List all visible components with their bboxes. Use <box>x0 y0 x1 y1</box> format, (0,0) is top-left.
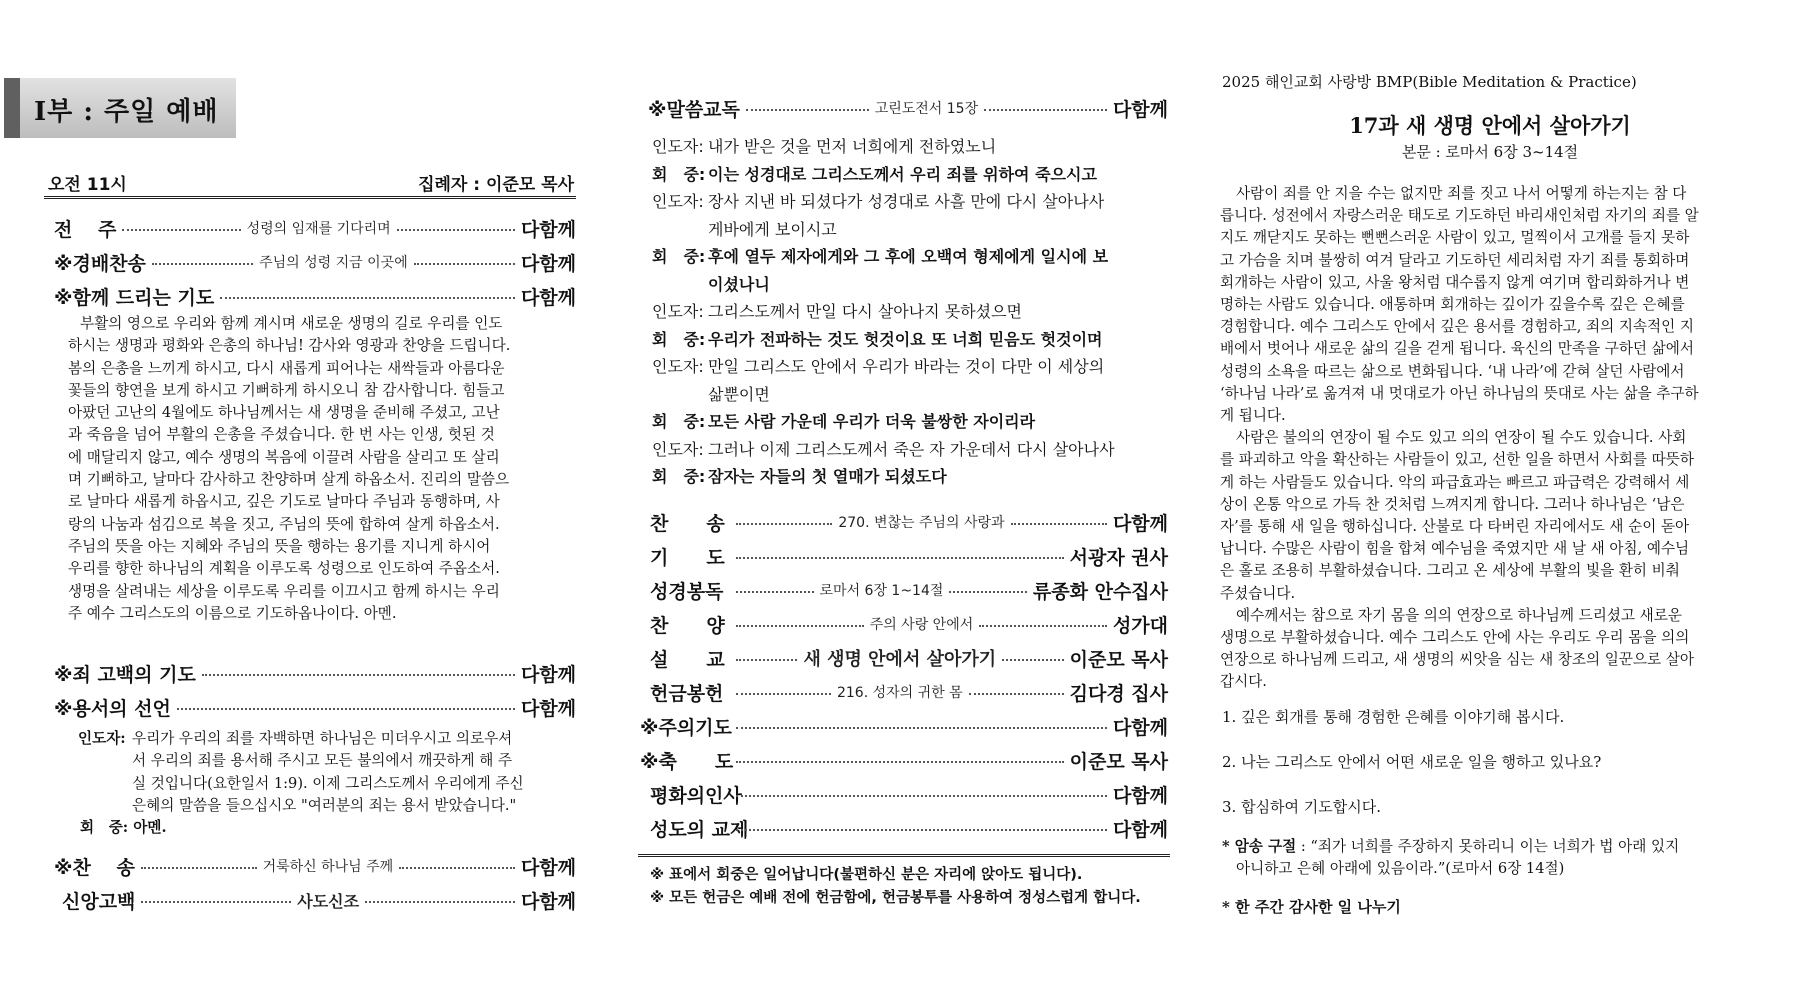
order-item-benediction <box>640 745 1168 775</box>
prayer-line: 며 기뻐하고, 날마다 감사하고 찬양하며 살게 하옵소서. 진리의 말씀으 <box>68 471 510 489</box>
item-performer: 다함께 <box>520 697 576 720</box>
notes <box>650 864 1170 910</box>
absolution-line: 서 우리의 죄를 용서해 주시고 모든 불의에서 깨끗하게 해 주 <box>132 752 513 770</box>
reading-text: 이는 성경대로 그리스도께서 우리 죄를 위하여 죽으시고 <box>708 164 1097 184</box>
reading-text: 그리스도께서 만일 다시 살아나지 못하셨으면 <box>708 302 1023 321</box>
service-time: 오전 11시 <box>48 175 127 195</box>
reading-text: 게바에게 보이시고 <box>708 219 837 239</box>
reading-line <box>652 161 1168 189</box>
prayer-line: 주님의 뜻을 아는 지혜와 주님의 뜻을 행하는 용기를 지니게 하시어 <box>68 537 491 555</box>
paragraph-line: 게 됩니다. <box>1220 407 1286 425</box>
bmp-header: 2025 해인교회 사랑방 BMP(Bible Meditation & Practice) <box>1222 73 1637 91</box>
item-label: 성도의 교제 <box>650 818 749 841</box>
order-item-lords-prayer <box>640 711 1168 741</box>
item-performer: 다함께 <box>520 890 576 913</box>
question-3: 3. 합심하여 기도합시다. <box>1222 798 1382 816</box>
order-item-absolution <box>54 692 576 722</box>
dot-leader <box>399 867 515 869</box>
item-detail: 주의 사랑 안에서 <box>869 617 974 633</box>
paragraph-line: 납니다. 수많은 사람이 힘을 합쳐 예수님을 죽였지만 새 날 새 아침, 예수님 <box>1220 540 1690 558</box>
reading-line <box>652 326 1168 354</box>
dot-leader <box>1002 659 1063 661</box>
item-performer: 다함께 <box>1112 818 1168 841</box>
paragraph-line: 상이 온통 악으로 가득 찬 것처럼 느껴지게 합니다. 그러나 하나님은 ‘남은 <box>1220 495 1685 513</box>
paragraph-line: 지도 깨닫지도 못하는 뻔뻔스러운 사람이 있고, 멀찍이서 고개를 들지 못하 <box>1220 229 1690 247</box>
reading-speaker: 인도자: <box>652 137 704 156</box>
reading-text: 이셨나니 <box>708 274 770 294</box>
item-detail: 거룩하신 하나님 주께 <box>262 859 394 875</box>
paragraph-line: ‘하나님 나라’로 옮겨져 내 멋대로가 아닌 하나님의 뜻대로 사는 삶을 추구하 <box>1220 384 1699 402</box>
reading-speaker <box>652 216 708 244</box>
reading-line <box>652 133 1168 161</box>
time-leader-row <box>48 170 574 195</box>
dot-leader <box>736 591 814 593</box>
dot-leader <box>949 591 1027 593</box>
paragraph-line: 사람은 불의의 연장이 될 수도 있고 의의 연장이 될 수도 있습니다. 사회 <box>1236 429 1687 447</box>
reading-text: 만일 그리스도 안에서 우리가 바라는 것이 다만 이 세상의 <box>708 357 1105 376</box>
reading-text: 모든 사람 가운데 우리가 더욱 불쌍한 자이리라 <box>708 412 1036 431</box>
dot-leader <box>979 625 1107 627</box>
item-performer: 다함께 <box>520 663 576 686</box>
gratitude-sharing: * 한 주간 감사한 일 나누기 <box>1222 898 1401 916</box>
item-performer: 다함께 <box>520 856 577 879</box>
order-item-creed <box>62 885 576 915</box>
order-item-peace <box>650 779 1168 809</box>
congregation-response: 회 중: 아멘. <box>80 819 167 837</box>
reading-line <box>652 408 1168 436</box>
paragraph-line: 사람이 죄를 안 지을 수는 없지만 죄를 짓고 나서 어떻게 하는지는 참 다 <box>1236 185 1687 202</box>
reading-speaker: 인도자: <box>652 302 704 321</box>
order-item-fellowship <box>650 813 1168 843</box>
item-detail: 사도신조 <box>297 891 360 911</box>
item-performer: 성가대 <box>1112 614 1169 637</box>
reading-speaker: 회 중: <box>652 164 706 184</box>
dot-leader <box>736 625 864 627</box>
item-label: ※찬 송 <box>54 856 135 879</box>
item-performer: 다함께 <box>1112 512 1168 535</box>
reading-line <box>652 463 1168 491</box>
dot-leader <box>736 557 1064 559</box>
memory-verse-label: * 암송 구절 <box>1222 838 1297 855</box>
prayer-line: 꽃들의 향연을 보게 하시고 기뻐하게 하시오니 참 감사합니다. 힘들고 <box>68 381 505 399</box>
memory-verse-text-2: 아니하고 은혜 아래에 있음이라.”(로마서 6장 14절) <box>1236 860 1565 877</box>
paragraph-line: 배에서 벗어나 새로운 삶의 길을 걷게 됩니다. 육신의 만족을 구하던 삶에서 <box>1220 340 1694 358</box>
dot-leader <box>1011 523 1107 525</box>
item-detail: 성령의 임재를 기다리며 <box>246 221 391 237</box>
order-item-prayer-2 <box>650 541 1168 571</box>
paragraph-line: 명하는 사람도 있습니다. 애통하며 회개하는 깊이가 깊을수록 깊은 은혜를 <box>1220 296 1685 314</box>
item-performer: 다함께 <box>1112 98 1168 121</box>
paragraph-line: 연장으로 하나님께 드리고, 새 생명의 씨앗을 심는 새 창조의 일꾼으로 살아 <box>1220 651 1694 669</box>
item-label: 기 도 <box>650 546 725 569</box>
item-performer: 다함께 <box>1112 784 1168 807</box>
item-detail: 270. 변찮는 주님의 사랑과 <box>838 515 1005 531</box>
question-2: 2. 나는 그리스도 안에서 어떤 새로운 일을 행하고 있나요? <box>1222 753 1602 771</box>
order-item-responsive-reading <box>648 93 1168 123</box>
item-label: 전 주 <box>54 218 117 241</box>
reading-line <box>652 216 1168 244</box>
reading-speaker: 회 중: <box>652 412 706 431</box>
prayer-line: 랑의 나눔과 섬김으로 복을 짓고, 주님의 뜻에 합하여 살게 하옵소서. <box>68 515 500 533</box>
paragraph-line: 고 가슴을 치며 불쌍히 여겨 달라고 기도하던 세리처럼 자기 죄를 통회하며 <box>1220 251 1690 269</box>
paragraph-line: 자’를 통해 새 일을 행하십니다. 산불로 다 타버린 자리에서도 새 순이 돋아 <box>1220 518 1690 536</box>
item-label: 헌금봉헌 <box>650 682 724 705</box>
prayer-line: 과 죽음을 넘어 부활의 은총을 주셨습니다. 한 번 사는 인생, 헛된 것 <box>68 426 495 444</box>
reading-speaker: 회 중: <box>652 467 706 486</box>
divider <box>44 196 576 199</box>
dot-leader <box>736 693 831 695</box>
dot-leader <box>365 901 515 903</box>
absolution-line: 우리가 우리의 죄를 자백하면 하나님은 미더우시고 의로우셔 <box>132 730 513 747</box>
order-item-confession <box>54 658 576 688</box>
item-label: 찬 양 <box>650 614 725 637</box>
absolution-line: 실 것입니다(요한일서 1:9). 이제 그리스도께서 우리에게 주신 <box>132 774 524 792</box>
reading-text: 내가 받은 것을 먼저 너희에게 전하였노니 <box>708 137 997 156</box>
reading-line <box>652 381 1168 409</box>
paragraph-line: 예수께서는 참으로 자기 몸을 의의 연장으로 하나님께 드리셨고 새로운 <box>1236 606 1682 624</box>
item-detail: 고린도전서 15장 <box>874 101 979 117</box>
reading-text: 그러나 이제 그리스도께서 죽은 자 가운데서 다시 살아나사 <box>708 439 1115 459</box>
order-item-scripture <box>650 575 1168 605</box>
lesson-title: 17과 새 생명 안에서 살아가기 <box>1349 113 1631 138</box>
dot-leader <box>220 297 515 299</box>
dot-leader <box>736 795 1107 797</box>
item-label: ※주의기도 <box>640 716 732 739</box>
item-performer: 다함께 <box>520 218 576 241</box>
sermon-title: 새 생명 안에서 살아가기 <box>803 649 997 670</box>
paragraph-line: 릅니다. 성전에서 자랑스러운 태도로 기도하던 바리새인처럼 자기의 죄를 알 <box>1220 207 1699 225</box>
dot-leader <box>969 693 1064 695</box>
item-performer: 류종화 안수집사 <box>1032 580 1169 603</box>
section-title-box <box>4 78 236 138</box>
dot-leader <box>736 829 1107 831</box>
responsive-reading <box>652 133 1168 491</box>
item-performer: 다함께 <box>520 286 576 309</box>
item-label: ※용서의 선언 <box>54 697 171 720</box>
dot-leader <box>736 659 797 661</box>
item-performer: 다함께 <box>1112 716 1168 739</box>
item-label: 찬 송 <box>650 512 725 535</box>
order-item-anthem <box>650 609 1168 639</box>
dot-leader <box>984 109 1107 111</box>
paragraph-line: 갑시다. <box>1220 673 1267 691</box>
reading-line <box>652 436 1168 464</box>
dot-leader <box>177 708 515 710</box>
reading-line <box>652 271 1168 299</box>
prayer-line: 주 예수 그리스도의 이름으로 기도하옵나이다. 아멘. <box>68 604 397 622</box>
reading-line <box>652 243 1168 271</box>
reading-line <box>652 298 1168 326</box>
paragraph-line: 주셨습니다. <box>1220 584 1296 602</box>
reading-text: 잠자는 자들의 첫 열매가 되셨도다 <box>708 467 947 486</box>
meditation-paragraph-1 <box>1220 183 1760 694</box>
dot-leader <box>122 229 240 231</box>
question-1: 1. 깊은 회개를 통해 경험한 은혜를 이야기해 봅시다. <box>1222 708 1565 726</box>
absolution-leader-label: 인도자: <box>78 730 126 747</box>
absolution-text <box>78 728 568 839</box>
paragraph-line: 회개하는 사람이 있고, 사울 왕처럼 대수롭지 않게 여기며 합리화하거나 변 <box>1220 273 1690 291</box>
item-performer: 이준모 목사 <box>1069 750 1168 773</box>
reading-text: 후에 열두 제자에게와 그 후에 오백여 형제에게 일시에 보 <box>708 247 1109 266</box>
item-performer: 다함께 <box>520 252 577 275</box>
dot-leader <box>746 109 869 111</box>
dot-leader <box>736 761 1064 763</box>
reading-speaker: 회 중: <box>652 247 706 266</box>
memory-verse <box>1222 836 1762 880</box>
prayer-line: 봄의 은총을 느끼게 하시고, 다시 새롭게 피어나는 새싹들과 아름다운 <box>68 359 505 377</box>
prayer-line: 에 매달리지 않고, 예수 생명의 복음에 이끌려 사람을 살리고 또 살리 <box>68 448 500 466</box>
dot-leader <box>397 229 515 231</box>
order-item-sermon <box>650 643 1168 673</box>
dot-leader <box>736 523 832 525</box>
item-label: 설 교 <box>650 648 725 671</box>
reading-speaker <box>652 271 708 299</box>
dot-leader <box>202 674 515 676</box>
item-detail: 로마서 6장 1~14절 <box>819 583 944 599</box>
dot-leader <box>141 901 291 903</box>
section-title: I부 : 주일 예배 <box>34 97 219 127</box>
item-detail: 216. 성자의 귀한 몸 <box>836 685 963 701</box>
reading-text: 삶뿐이면 <box>708 384 770 404</box>
order-item-hymn <box>54 851 576 881</box>
service-leader: 집례자 : 이준모 목사 <box>418 175 574 195</box>
note-line: ※ 표에서 회중은 일어납니다(불편하신 분은 자리에 앉아도 됩니다). <box>650 867 1083 883</box>
paragraph-line: 를 파괴하고 악을 확산하는 사람들이 있고, 선한 일을 하면서 사회를 따뜻하 <box>1220 451 1694 469</box>
dot-leader <box>141 867 257 869</box>
reading-speaker: 인도자: <box>652 439 704 459</box>
item-label: ※말씀교독 <box>648 98 740 121</box>
prayer-line: 생명을 살려내는 세상을 이루도록 우리를 이끄시고 함께 하시는 우리 <box>68 582 500 600</box>
order-item-offering <box>650 677 1168 707</box>
reading-text: 우리가 전파하는 것도 헛것이요 또 너희 믿음도 헛것이며 <box>708 329 1103 349</box>
absolution-line: 은혜의 말씀을 들으십시오 "여러분의 죄는 용서 받았습니다." <box>132 796 517 814</box>
paragraph-line: 성령의 소욕을 따르는 삶으로 변화됩니다. ‘내 나라’에 갇혀 살던 사람에서 <box>1220 362 1685 380</box>
dot-leader <box>736 727 1107 729</box>
item-performer: 이준모 목사 <box>1069 648 1169 671</box>
prayer-line: 우리를 향한 하나님의 계획을 이루도록 성령으로 인도하여 주옵소서. <box>68 560 500 578</box>
prayer-line: 로 날마다 새롭게 하옵시고, 깊은 기도로 날마다 주님과 동행하며, 사 <box>68 493 500 511</box>
reading-speaker <box>652 381 708 409</box>
order-item-prelude <box>54 213 576 243</box>
reading-line <box>652 353 1168 381</box>
item-label: ※함께 드리는 기도 <box>54 286 215 309</box>
memory-verse-text: : “죄가 너희를 주장하지 못하리니 이는 너희가 법 아래 있지 <box>1300 838 1680 855</box>
reading-speaker: 인도자: <box>652 357 704 376</box>
item-label: ※죄 고백의 기도 <box>54 663 196 686</box>
order-item-praise <box>54 247 576 277</box>
item-label: ※축 도 <box>640 750 734 773</box>
paragraph-line: 경험합니다. 예수 그리스도 안에서 깊은 용서를 경험하고, 죄의 지속적인 지 <box>1220 318 1694 336</box>
prayer-text <box>68 313 568 625</box>
reading-speaker: 인도자: <box>652 192 704 211</box>
paragraph-line: 생명으로 부활하셨습니다. 예수 그리스도 안에 사는 우리도 우리 몸을 의의 <box>1220 629 1690 647</box>
scripture-reference: 본문 : 로마서 6장 3~14절 <box>1401 143 1579 161</box>
item-label: ※경배찬송 <box>54 252 146 275</box>
item-performer: 김다경 집사 <box>1069 682 1168 705</box>
paragraph-line: 게 하는 사람들도 있습니다. 악의 파급효과는 빠르고 파급력은 강력해서 세 <box>1220 473 1690 491</box>
item-label: 평화의인사 <box>650 784 742 807</box>
dot-leader <box>152 263 253 265</box>
reading-text: 장사 지낸 바 되셨다가 성경대로 사흘 만에 다시 살아나사 <box>708 192 1105 211</box>
prayer-line: 아팠던 고난의 4월에도 하나님께서는 새 생명을 준비해 주셨고, 고난 <box>68 404 500 422</box>
reading-line <box>652 188 1168 216</box>
item-label: 성경봉독 <box>650 580 724 603</box>
paragraph-line: 은 홀로 조용히 부활하셨습니다. 그리고 온 세상에 부활의 빛을 환히 비춰 <box>1220 562 1680 580</box>
item-label: 신앙고백 <box>62 890 136 913</box>
dot-leader <box>414 263 515 265</box>
item-detail: 주님의 성령 지금 이곳에 <box>259 255 408 271</box>
divider <box>638 854 1170 857</box>
prayer-line: 하시는 생명과 평화와 은총의 하나님! 감사와 영광과 찬양을 드립니다. <box>68 337 511 355</box>
note-line: ※ 모든 헌금은 예배 전에 헌금함에, 헌금봉투를 사용하여 정성스럽게 합니다. <box>650 890 1141 906</box>
prayer-line: 부활의 영으로 우리와 함께 계시며 새로운 생명의 길로 우리를 인도 <box>80 315 503 332</box>
item-performer: 서광자 권사 <box>1069 546 1168 569</box>
reading-speaker: 회 중: <box>652 329 706 349</box>
order-item-prayer <box>54 281 576 311</box>
order-item-hymn-2 <box>650 507 1168 537</box>
